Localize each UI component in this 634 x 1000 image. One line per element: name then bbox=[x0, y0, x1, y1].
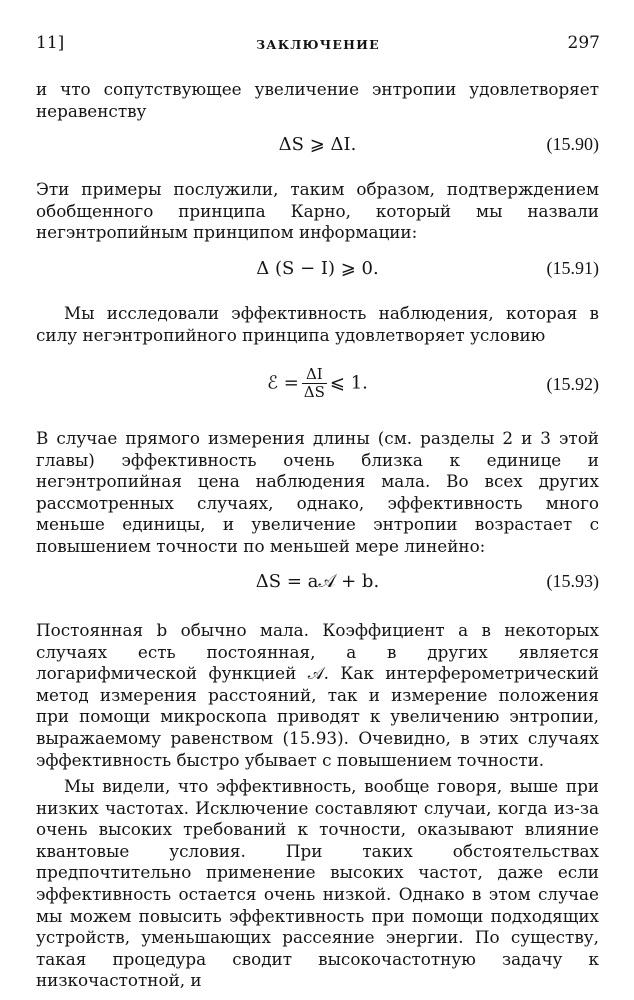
section-number: 11] bbox=[36, 33, 65, 53]
inequality-rhs: ⩽ 1. bbox=[329, 372, 368, 394]
paragraph-6: Мы видели, что эффективность, вообще говоря, выше при низких частотах. Исключение составляют случаи, когда из-за очень высоких требований к точности, оказывают влияние квантовые условия. При таких обстоятельствах предпочтительно применение высоких частот, даже если эффективность остается очень низкой. Однако в этом случае мы можем повысить эффективность при помощи подходящих устройств, уменьшающих рассеяние энергии. По существу, такая процедура сводит высокочастотную задачу к низкочастотной, и bbox=[36, 776, 599, 991]
page-number: 297 bbox=[567, 33, 600, 53]
running-title: ЗАКЛЮЧЕНИЕ bbox=[256, 37, 380, 52]
paragraph-4: В случае прямого измерения длины (см. разделы 2 и 3 этой главы) эффективность очень близка к единице и негэнтропийная цена наблюдения мала. Во всех других рассмотренных случаях, однако, эффективность много меньше единицы, и увеличение энтропии возрастает с повышением точности по меньшей мере линейно: bbox=[36, 428, 599, 556]
equation-15-93 bbox=[36, 571, 599, 599]
equation-formula bbox=[36, 366, 599, 401]
equation-15-91 bbox=[36, 258, 599, 286]
fraction-denominator: ΔS bbox=[303, 383, 325, 401]
fraction-numerator: ΔI bbox=[302, 366, 327, 384]
paragraph-5: Постоянная b обычно мала. Коэффициент a в некоторых случаях есть постоянная, а в других является логарифмической функцией 𝒜. Как интерферометрический метод измерения расстояний, так и измерение положения при помощи микроскопа приводят к увеличению энтропии, выражаемому равенством (15.93). Очевидно, в этих случаях эффективность быстро убывает с повышением точности. bbox=[36, 620, 599, 770]
equation-number: (15.90) bbox=[546, 134, 599, 154]
fraction bbox=[302, 366, 327, 401]
efficiency-symbol: ℰ = bbox=[267, 372, 299, 394]
equation-number: (15.92) bbox=[546, 374, 599, 394]
paragraph-1: и что сопутствующее увеличение энтропии удовлетворяет неравенству bbox=[36, 79, 599, 121]
equation-formula: ΔS = a𝒜 + b. bbox=[255, 571, 380, 592]
paragraph-3: Мы исследовали эффективность наблюдения, которая в силу негэнтропийного принципа удовлетворяет условию bbox=[36, 303, 599, 345]
equation-formula: ΔS ⩾ ΔI. bbox=[278, 134, 357, 155]
equation-number: (15.93) bbox=[546, 571, 599, 591]
paragraph-2: Эти примеры послужили, таким образом, подтверждением обобщенного принципа Карно, который мы назвали негэнтропийным принципом информации: bbox=[36, 179, 599, 243]
equation-15-92 bbox=[36, 366, 599, 406]
running-header bbox=[36, 33, 600, 57]
equation-15-90 bbox=[36, 134, 599, 162]
equation-formula: Δ (S − I) ⩾ 0. bbox=[256, 258, 379, 279]
equation-number: (15.91) bbox=[546, 258, 599, 278]
